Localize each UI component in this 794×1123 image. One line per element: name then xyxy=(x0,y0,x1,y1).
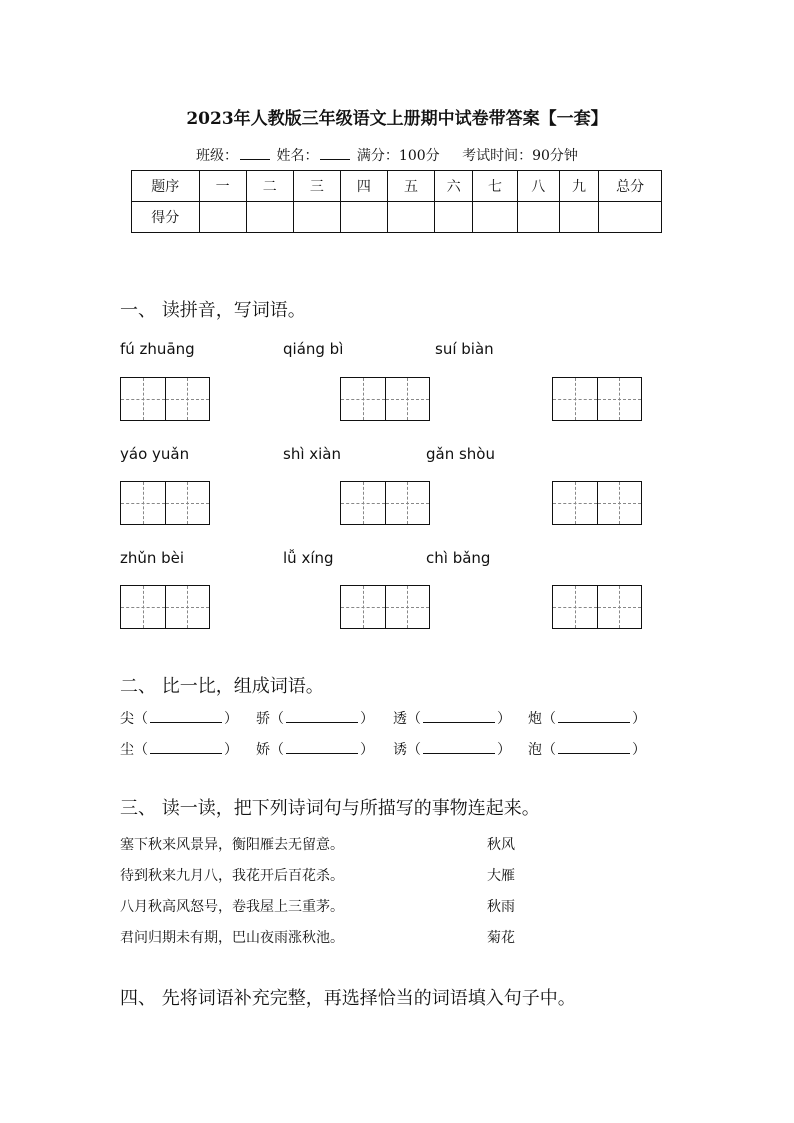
writing-grid[interactable] xyxy=(120,585,210,629)
close-paren: ） xyxy=(632,742,646,758)
score-input-cell[interactable] xyxy=(559,202,598,233)
open-paren: （ xyxy=(407,742,421,758)
close-paren: ） xyxy=(360,742,374,758)
open-paren: （ xyxy=(542,742,556,758)
score-input-cell[interactable] xyxy=(387,202,434,233)
section-4-title: 四、 先将词语补充完整，再选择恰当的词语填入句子中。 xyxy=(120,988,576,1009)
pinyin-item: suí biàn xyxy=(435,340,494,358)
name-blank[interactable] xyxy=(320,147,350,160)
score-input-cell[interactable] xyxy=(435,202,473,233)
table-cell: 三 xyxy=(293,171,340,202)
class-blank[interactable] xyxy=(240,147,270,160)
answer-blank[interactable] xyxy=(150,741,222,754)
table-cell: 得分 xyxy=(132,202,200,233)
open-paren: （ xyxy=(270,711,284,727)
word-char: 诱 xyxy=(393,742,407,758)
word-char: 娇 xyxy=(256,742,270,758)
table-cell: 四 xyxy=(340,171,387,202)
answer-blank[interactable] xyxy=(150,710,222,723)
close-paren: ） xyxy=(360,711,374,727)
writing-grid[interactable] xyxy=(552,481,642,525)
poem-line[interactable]: 塞下秋来风景异，衡阳雁去无留意。 xyxy=(120,837,344,853)
pinyin-item: shì xiàn xyxy=(283,445,342,463)
full-score-label: 满分：100分 xyxy=(356,148,440,164)
table-cell: 题序 xyxy=(132,171,200,202)
table-cell: 一 xyxy=(199,171,246,202)
word-char: 骄 xyxy=(256,711,270,727)
score-table-header-row xyxy=(132,171,662,202)
writing-grid[interactable] xyxy=(340,377,430,421)
close-paren: ） xyxy=(497,711,511,727)
pinyin-item: fú zhuāng xyxy=(120,340,195,358)
poem-thing[interactable]: 大雁 xyxy=(487,868,515,884)
word-char: 尘 xyxy=(120,742,134,758)
score-table-score-row xyxy=(132,202,662,233)
poem-thing[interactable]: 秋雨 xyxy=(487,899,515,915)
open-paren: （ xyxy=(542,711,556,727)
word-compose-item xyxy=(528,739,646,759)
poem-thing[interactable]: 菊花 xyxy=(487,930,515,946)
writing-grid[interactable] xyxy=(340,481,430,525)
writing-grid[interactable] xyxy=(120,481,210,525)
exam-time-label: 考试时间：90分钟 xyxy=(462,148,578,164)
word-compose-item xyxy=(528,708,646,728)
score-input-cell[interactable] xyxy=(246,202,293,233)
word-char: 尖 xyxy=(120,711,134,727)
word-char: 透 xyxy=(393,711,407,727)
table-cell: 六 xyxy=(435,171,473,202)
page-title: 2023年人教版三年级语文上册期中试卷带答案【一套】 xyxy=(186,109,608,129)
poem-thing[interactable]: 秋风 xyxy=(487,837,515,853)
close-paren: ） xyxy=(632,711,646,727)
name-label: 姓名： xyxy=(276,148,319,164)
score-input-cell[interactable] xyxy=(599,202,662,233)
student-info-line xyxy=(196,145,578,165)
open-paren: （ xyxy=(134,742,148,758)
score-input-cell[interactable] xyxy=(340,202,387,233)
score-input-cell[interactable] xyxy=(199,202,246,233)
score-input-cell[interactable] xyxy=(293,202,340,233)
answer-blank[interactable] xyxy=(423,710,495,723)
close-paren: ） xyxy=(224,711,238,727)
poem-line[interactable]: 八月秋高风怒号，卷我屋上三重茅。 xyxy=(120,899,344,915)
writing-grid[interactable] xyxy=(552,377,642,421)
close-paren: ） xyxy=(497,742,511,758)
answer-blank[interactable] xyxy=(286,710,358,723)
section-1-title: 一、 读拼音，写词语。 xyxy=(120,300,306,321)
table-cell: 七 xyxy=(473,171,517,202)
table-cell: 二 xyxy=(246,171,293,202)
table-cell: 九 xyxy=(559,171,598,202)
word-char: 泡 xyxy=(528,742,542,758)
pinyin-item: zhǔn bèi xyxy=(120,549,185,567)
word-compose-item xyxy=(120,708,238,728)
word-compose-item xyxy=(393,708,511,728)
word-compose-item xyxy=(256,708,374,728)
open-paren: （ xyxy=(134,711,148,727)
pinyin-item: lǚ xíng xyxy=(283,549,334,567)
answer-blank[interactable] xyxy=(558,710,630,723)
poem-line[interactable]: 君问归期未有期，巴山夜雨涨秋池。 xyxy=(120,930,344,946)
writing-grid[interactable] xyxy=(120,377,210,421)
writing-grid[interactable] xyxy=(340,585,430,629)
section-2-title: 二、 比一比，组成词语。 xyxy=(120,676,324,697)
pinyin-item: qiáng bì xyxy=(283,340,344,358)
word-compose-item xyxy=(393,739,511,759)
section-3-title: 三、 读一读，把下列诗词句与所描写的事物连起来。 xyxy=(120,798,540,819)
table-cell: 八 xyxy=(517,171,559,202)
pinyin-item: gǎn shòu xyxy=(426,445,495,463)
word-char: 炮 xyxy=(528,711,542,727)
class-label: 班级： xyxy=(196,148,238,164)
table-cell: 五 xyxy=(387,171,434,202)
answer-blank[interactable] xyxy=(558,741,630,754)
writing-grid[interactable] xyxy=(552,585,642,629)
score-input-cell[interactable] xyxy=(517,202,559,233)
table-cell: 总分 xyxy=(599,171,662,202)
close-paren: ） xyxy=(224,742,238,758)
word-compose-item xyxy=(120,739,238,759)
score-table xyxy=(131,170,662,233)
open-paren: （ xyxy=(407,711,421,727)
answer-blank[interactable] xyxy=(286,741,358,754)
score-input-cell[interactable] xyxy=(473,202,517,233)
word-compose-item xyxy=(256,739,374,759)
poem-line[interactable]: 待到秋来九月八，我花开后百花杀。 xyxy=(120,868,344,884)
open-paren: （ xyxy=(270,742,284,758)
pinyin-item: yáo yuǎn xyxy=(120,445,190,463)
pinyin-item: chì bǎng xyxy=(426,549,491,567)
answer-blank[interactable] xyxy=(423,741,495,754)
